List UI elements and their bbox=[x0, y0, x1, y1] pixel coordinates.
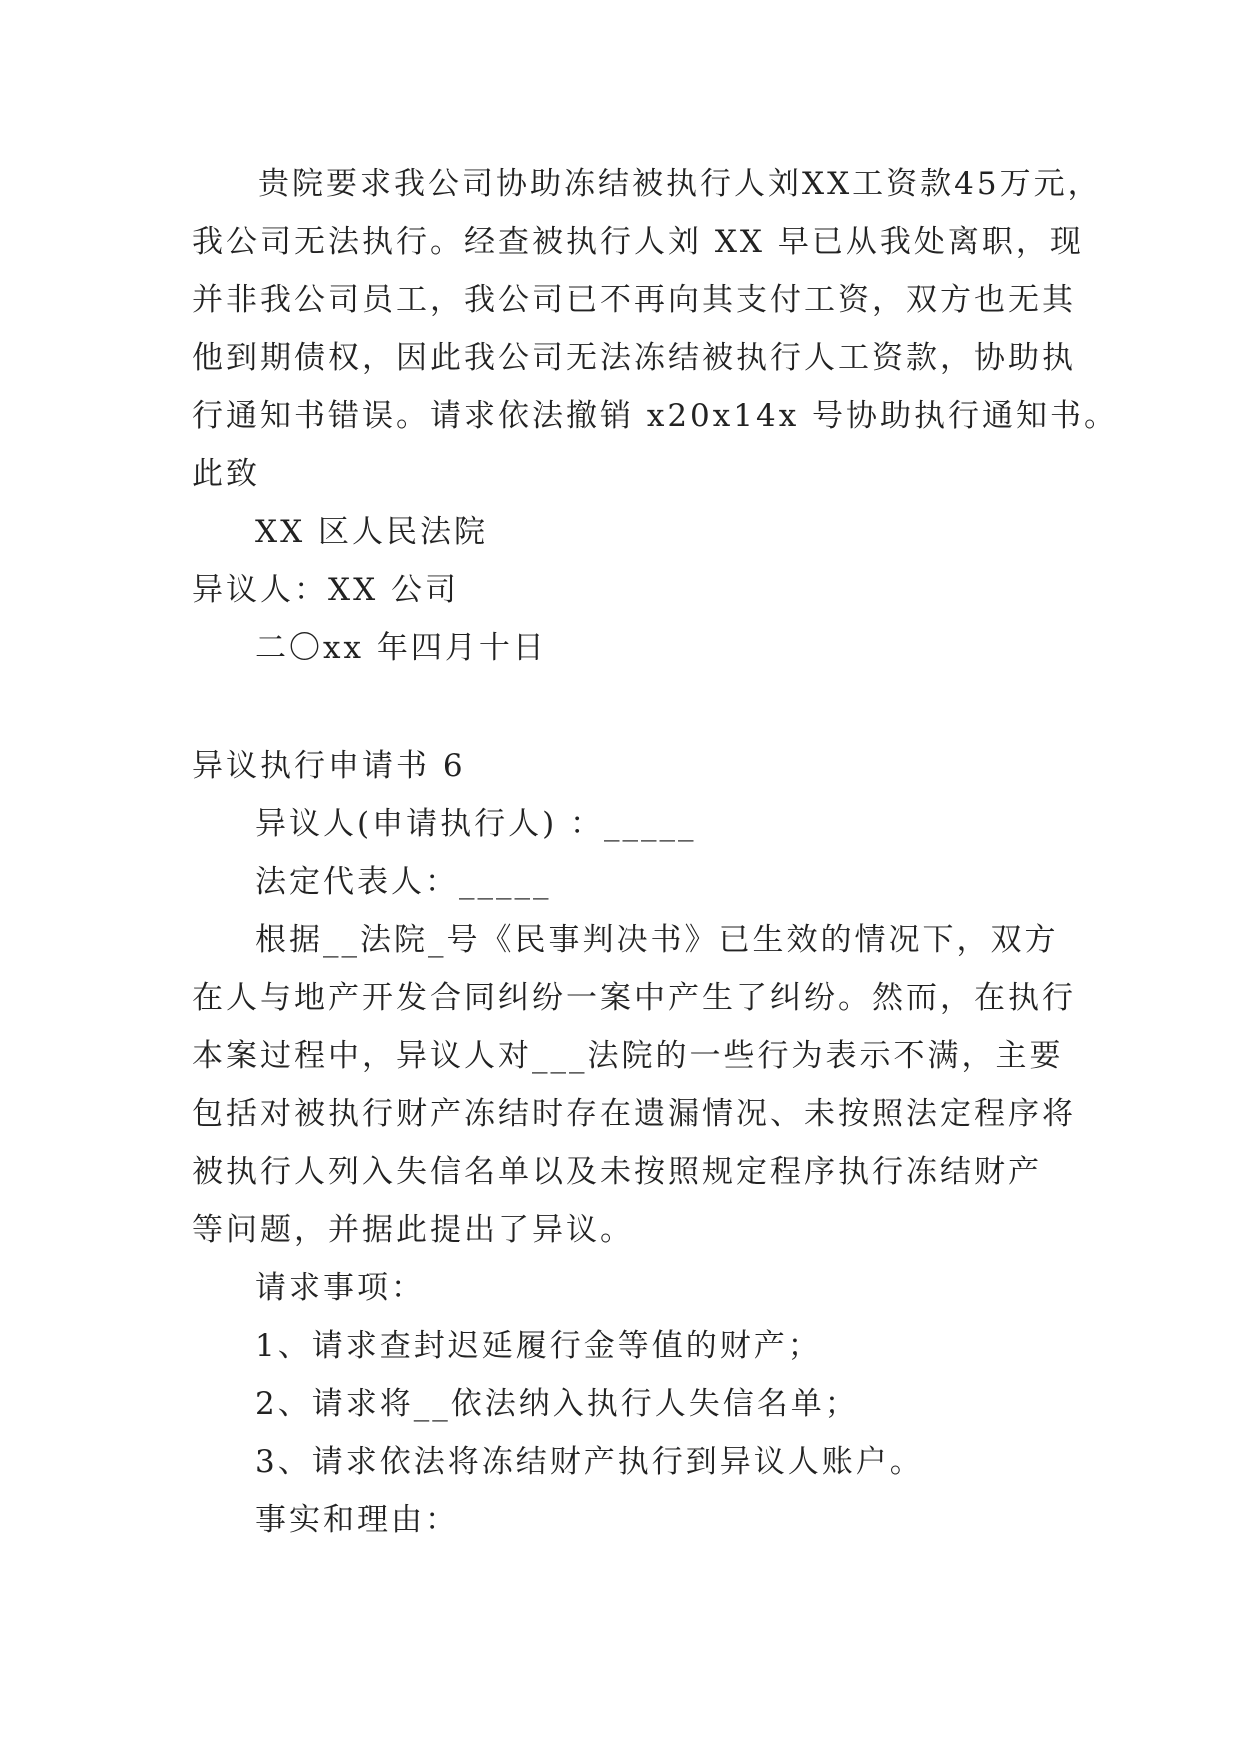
text-line: 本案过程中，异议人对___法院的一些行为表示不满，主要 bbox=[192, 1038, 1064, 1074]
text-line: 并非我公司员工，我公司已不再向其支付工资，双方也无其 bbox=[192, 282, 1076, 318]
list-item: 3、请求依法将冻结财产执行到异议人账户。 bbox=[255, 1444, 924, 1480]
text-line: 法定代表人：_____ bbox=[255, 864, 552, 900]
text-line: 异议人(申请执行人) ：_____ bbox=[255, 806, 697, 842]
text-line: 等问题，并据此提出了异议。 bbox=[192, 1212, 634, 1248]
section-title: 异议执行申请书 6 bbox=[192, 748, 466, 784]
list-item: 2、请求将__依法纳入执行人失信名单； bbox=[255, 1386, 859, 1422]
text-line: 贵院要求我公司协助冻结被执行人刘XX工资款45万元， bbox=[258, 166, 1102, 202]
text-line: 包括对被执行财产冻结时存在遗漏情况、未按照法定程序将 bbox=[192, 1096, 1076, 1132]
text-line: 行通知书错误。请求依法撤销 x20x14x 号协助执行通知书。 bbox=[192, 398, 1119, 434]
text-line: 我公司无法执行。经查被执行人刘 XX 早已从我处离职，现 bbox=[192, 224, 1084, 260]
text-line: 事实和理由： bbox=[255, 1502, 459, 1538]
addressee: XX 区人民法院 bbox=[255, 514, 488, 550]
signatory: 异议人：XX 公司 bbox=[192, 572, 459, 608]
text-line: 在人与地产开发合同纠纷一案中产生了纠纷。然而，在执行 bbox=[192, 980, 1076, 1016]
text-line: 根据__法院_号《民事判决书》已生效的情况下，双方 bbox=[255, 922, 1059, 958]
date-line: 二〇xx 年四月十日 bbox=[255, 630, 547, 666]
text-line: 他到期债权，因此我公司无法冻结被执行人工资款，协助执 bbox=[192, 340, 1076, 376]
list-item: 1、请求查封迟延履行金等值的财产； bbox=[255, 1328, 822, 1364]
text-line: 被执行人列入失信名单以及未按照规定程序执行冻结财产 bbox=[192, 1154, 1042, 1190]
text-line: 请求事项： bbox=[255, 1270, 425, 1306]
text-line: 此致 bbox=[192, 456, 260, 492]
